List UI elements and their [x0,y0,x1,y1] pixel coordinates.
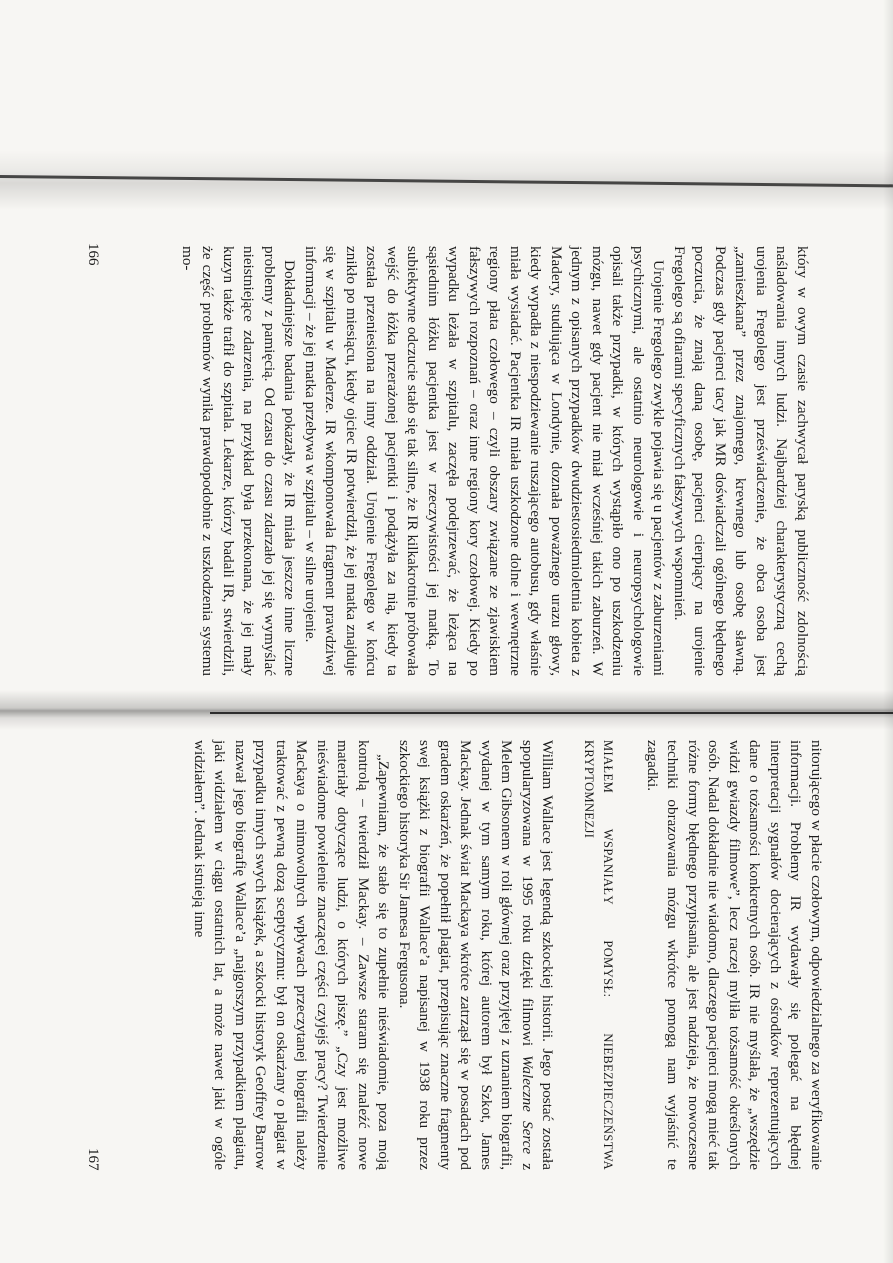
film-title: Waleczne Serce [519,1055,536,1155]
scan-edge-shadow [883,0,893,1263]
paragraph: Urojenie Fregolego zwykle pojawia się u pacjentów z zaburzeniami psychicznymi, ale ostatnio neurologowie i neuropsychologowie opisali także przypadki, w których wystąpiło ono po uszkodzeniu mózgu, nawet gdy pacjent nie miał wcześniej takich zaburzeń. W jednym z opisanych przypadków dwudziestosiedmioletnia kobieta z Madery, studiująca w Londynie, doznała poważnego urazu głowy, kiedy wypadła z niespodziewanie ruszającego autobusu, gdy właśnie miała wysiadać. Pacjentka IR miała uszkodzone dolne i wewnętrzne regiony płata czołowego – czyli obszary związane ze zjawiskiem fałszywych rozpoznań – oraz inne regiony kory czołowej. Kiedy po wypadku leżała w szpitalu, zaczęła podejrzewać, że leżąca na sąsiednim łóżku pacjentka jest w rzeczywistości jej matką. To subiektywne odczucie stało się tak silne, że IR kilkakrotnie próbowała wejść do łóżka przerażonej pacjentki i podążyła za nią, kiedy ta została przeniesiona na inny oddział. Urojenie Fregolego w końcu znikło po miesiącu, kiedy ojciec IR potwierdził, że jej matka znajduje się w szpitalu w Maderze. IR wkomponowała fragment prawdziwej informacji – że jej matka przebywa w szpitalu – w silne urojenie. [302,246,668,676]
paragraph: Dokładniejsze badania pokazały, że IR miała jeszcze inne liczne problemy z pamięcią. Od czasu do czasu zdarzało jej się wymyślać nieistniejące zdarzenia, na przykład była przekonana, że jej mały kuzyn także trafił do szpitala. Lekarze, którzy badali IR, stwierdzili, że część problemów wynika prawdopodobnie z uszkodzenia systemu mo- [179,246,299,676]
page-number-167: 167 [85,1148,101,1171]
paragraph [394,740,558,1170]
paragraph: nitorującego w płacie czołowym, odpowiedzialnego za weryfikowanie informacji. Problemy IR wydawały się polegać na błędnej interpretacji sygnałów docierających z ośrodków reprezentujących dane o tożsamości konkretnych osób. IR nie myślała, że „wszędzie widzi gwiazdy filmowe”, lecz raczej myliła tożsamość określonych osób. Nadal dokładnie nie wiadomo, dlaczego pacjenci mogą mieć tak różne formy błędnego przypisania, ale jest nadzieja, że nowoczesne techniki obrazowania mózgu wkrótce pomogą nam wyjaśnić te zagadki. [644,740,825,1170]
page-166 [106,246,812,676]
book-gutter-line [210,712,893,714]
book-gutter-shadow [0,690,893,730]
page-166-text [177,246,813,676]
section-heading: MIAŁEM WSPANIAŁY POMYSŁ: NIEBEZPIECZEŃSTWA KRYPTOMNEZJI [582,740,616,1170]
page-number-166: 166 [85,243,101,266]
paragraph: który w owym czasie zachwycał paryską publiczność zdolnością naśladowania innych ludzi. Najbardziej charakterystyczną cechą urojenia Fregolego jest przeświadczenie, że obca osoba jest „zamieszkana” przez znajomego, krewnego lub osobę sławną. Podczas gdy pacjenci tacy jak MR doświadczali ogólnego błędnego poczucia, że znają daną osobę, pacjenci cierpiący na urojenie Fregolego są ofiarami specyficznych fałszywych wspomnień. [671,246,811,676]
page-167-text [189,740,827,1170]
page-167 [114,740,826,1170]
paragraph-text: z Melem Gibsonem w roli głównej oraz przyjętej z uznaniem biografii, wydanej w tym samym roku, której autorem był Szkot, James Mackay. Jednak świat Mackaya wkrótce zatrząsł się w posadach pod gradem oskarżeń, że popełnił plagiat, przepisując znaczne fragmenty swej książki z biografii Wallace’a napisanej w 1938 roku przez szkockiego historyka Sir Jamesa Fergusona. [396,740,536,1170]
paragraph: „Zapewniam, że stało się to zupełnie nieświadomie, poza moją kontrolą – twierdził Mackay. – Zawsze staram się znaleźć nowe materiały dotyczące ludzi, o których piszę.” „Czy jest możliwe nieświadome powielenie znaczącej części czyjejś pracy? Twierdzenie Mackaya o mimowolnych wpływach przeczytanej biografii należy traktować z pewną dozą sceptycyzmu: był on oskarżany o plagiat w przypadku innych swych książek, a szkocki historyk Geoffrey Barrow nazwał jego biografię Wallace’a „najgorszym przypadkiem plagiatu, jaki widziałem w ciągu ostatnich lat, a może nawet jaki w ogóle widziałem”. Jednak istnieją inne [191,740,393,1170]
paragraph-text: William Wallace jest legendą szkockiej historii. Jego postać została spopularyzowana w 1995 roku dzięki filmowi [519,740,557,1170]
